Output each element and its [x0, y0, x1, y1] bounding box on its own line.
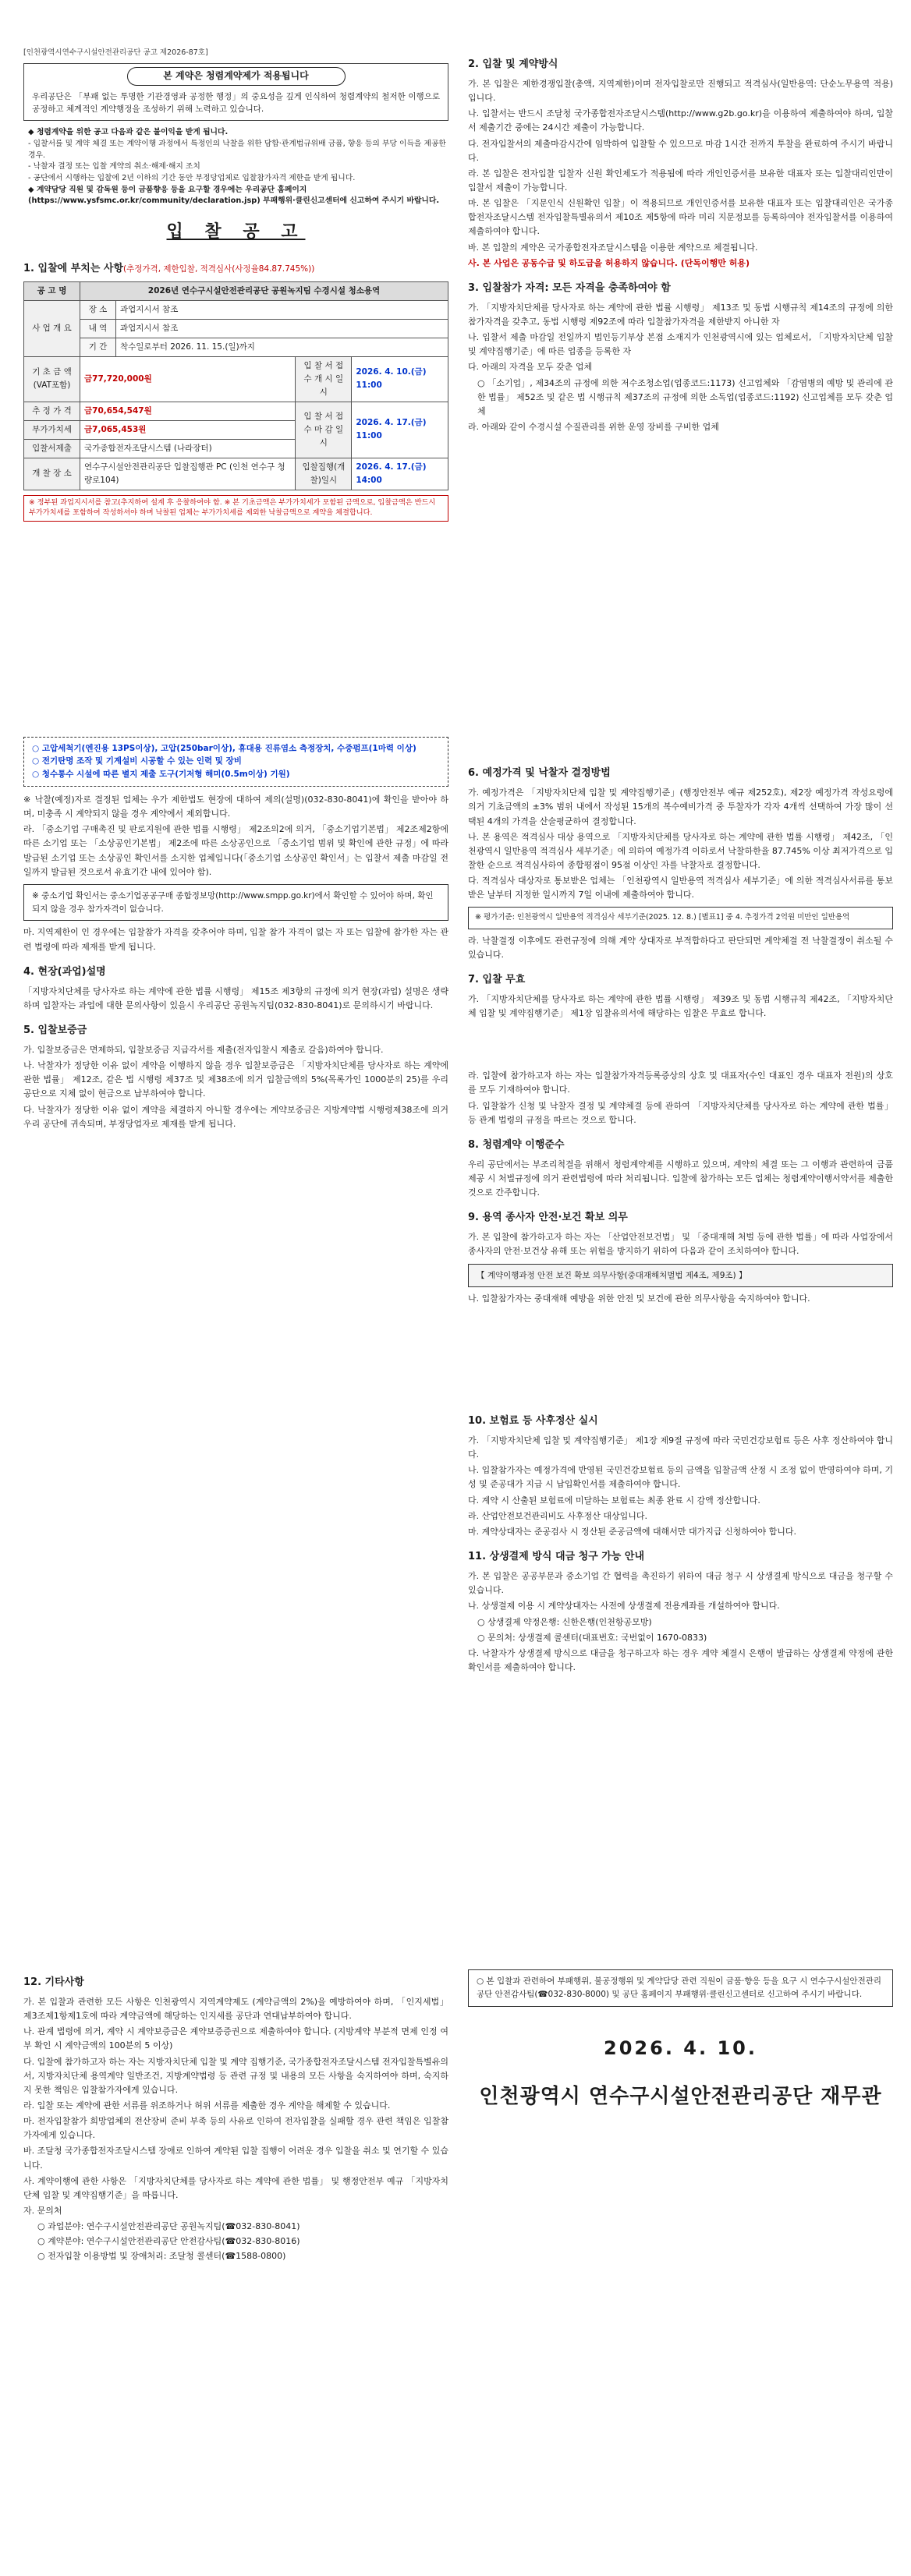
section-8-title: 8. 청렴계약 이행준수 — [468, 1138, 565, 1151]
contact-item: ○ 전자입찰 이용방법 및 장애처리: 조달청 콜센터(☎1588-0800) — [37, 2250, 286, 2261]
table-label: 기 초 금 액 (VAT포함) — [24, 356, 80, 402]
section-9-title: 9. 용역 종사자 안전·보건 확보 의무 — [468, 1212, 628, 1224]
contact-item: ○ 계약분야: 연수구시설안전관리공단 안전감사팀(☎032-830-8016) — [37, 2235, 300, 2246]
table-value: 2026년 연수구시설안전관리공단 공원녹지팀 수경시설 청소용역 — [80, 281, 448, 300]
paragraph: 다. 낙찰자가 정당한 이유 없이 계약을 체결하지 아니할 경우에는 계약보증금은 지방계약법 시행령제38조에 의거 우리 공단에 귀속되며, 부정당업자로 제재를 받게 됩니다. — [23, 1104, 448, 1129]
table-value: 착수일로부터 2026. 11. 15.(일)까지 — [116, 338, 448, 356]
paragraph: 가. 본 입찰과 관련한 모든 사항은 인천광역시 지역계약제도 (계약금액의 2%)을 예방하여야 하며, 「인지세법」 제3조제1항제1호에 따라 계약금액에 해당하는 인지세를 공단과 연대납부하여야 합니다. — [23, 1997, 448, 2022]
table-notes: ※ 정부된 과업지시서를 참고(추지하여 설계 후 응찰하여야 함. ※ 본 기초금액은 부가가치세가 포함된 금액으로, 입찰금액은 반드시 부가가치세를 포함하여 작성하셔야 하며 낙찰된 업체는 부가가치세를 제외한 낙찰금액으로 계약을 체결합니다. — [23, 495, 448, 522]
paragraph: 라. 낙찰결정 이후에도 관련규정에 의해 계약 상대자로 부적합하다고 판단되면 계약체결 전 낙찰결정이 취소될 수 있습니다. — [468, 935, 893, 960]
table-value: 2026. 4. 10.(금) 11:00 — [352, 356, 448, 402]
equipment-line: ○ 청수통수 시설에 따른 별지 제출 도구(기저형 해미(0.5m이상) 기원) — [32, 770, 290, 780]
paragraph: ○ 「소기업」, 제34조의 규정에 의한 저수조청소업(업종코드:1173) 신고업체와 「감염병의 예방 및 관리에 관한 법률」 제52조 및 같은 법 시행규칙 제37조의 규정에 의한 소독업(업종코드:1192) 신고업체를 모두 갖춘 업체 — [477, 377, 893, 416]
table-label: 부가가치세 — [24, 420, 80, 439]
section-11-title: 11. 상생결제 방식 대금 청구 가능 안내 — [468, 1551, 644, 1563]
paragraph: 나. 낙찰자가 정당한 이유 없이 계약을 이행하지 않을 경우 입찰보증금은 「지방자치단체를 당사자로 하는 계약에 관한 법률」 제12조, 같은 법 시행령 제37조 및 제38조에 의거 입찰금액의 5%(목록가인 1000분의 25)를 우리공단으로 지체 없이 현금으로 납부하여야 합니다. — [23, 1060, 448, 1099]
integrity-notice-box — [23, 63, 448, 121]
page-2 — [468, 47, 893, 1396]
paragraph: 라. 입찰 또는 계약에 관한 서류를 위조하거나 허위 서류를 제출한 경우 계약을 해제할 수 있습니다. — [23, 2100, 391, 2111]
issuer-name: 인천광역시 연수구시설안전관리공단 재무관 — [479, 2085, 882, 2109]
page-6 — [468, 1965, 893, 2245]
spacer — [468, 436, 893, 755]
paragraph: 라. 아래와 같이 수경시설 수질관리를 위한 운영 장비를 구비한 업체 — [468, 422, 719, 433]
issue-date: 2026. 4. 10. — [604, 2036, 757, 2059]
paragraph: 나. 입찰서 제출 마감일 전일까지 법인등기부상 본점 소재지가 인천광역시에 있는 업체로서, 「지방자치단체 입찰 및 계약집행기준」에 따른 업종을 등록한 자 — [468, 332, 893, 357]
paragraph: 가. 「지방자치단체를 당사자로 하는 계약에 관한 법률 시행령」 제13조 및 동법 시행규칙 제14조의 규정에 의한 참가자격을 갖추고, 동법 시행령 제92조에 따라 입찰참가자격을 제한받지 아니한 자 — [468, 302, 893, 327]
paragraph: 마. 전자입찰참가 희망업체의 전산장비 준비 부족 등의 사유로 인하여 전자입찰을 실패할 경우 관련 책임은 입찰참가자에게 있습니다. — [23, 2116, 448, 2141]
section-7-title: 7. 입찰 무효 — [468, 973, 526, 985]
evaluation-criteria-box: ※ 평가기준: 인천광역시 일반용역 적격심사 세부기준(2025. 12. 8.) [별표1] 중 4. 추정가격 2억원 미만인 일반용역 — [468, 907, 893, 929]
paragraph: 「지방자치단체를 당사자로 하는 계약에 관한 법률 시행령」 제15조 제3항의 규정에 의거 현장(과업) 설명은 생략하며 입찰자는 과업에 대한 문의사항이 있을시 우리공단 공원녹지팀(032-830-8041)로 문의하시기 바랍니다. — [23, 985, 448, 1010]
section-3-title: 3. 입찰참가 자격: 모든 자격을 충족하여야 함 — [468, 281, 671, 294]
paragraph: 바. 본 입찰의 계약은 국가종합전자조달시스템을 이용한 계약으로 체결됩니다. — [468, 242, 758, 253]
paragraph: 가. 「지방자치단체를 당사자로 하는 계약에 관한 법률 시행령」 제39조 및 동법 시행규칙 제42조, 「지방자치단체 입찰 및 계약집행기준」 제1장 입찰유의서에 해당하는 입찰은 무효로 합니다. — [468, 993, 893, 1019]
table-sublabel: 내 역 — [80, 319, 116, 338]
note-line: - 공단에서 시행하는 입찰에 2년 이하의 기간 동안 부정당업체로 입찰참가자격 제한을 받게 됩니다. — [28, 174, 356, 183]
table-value: 금7,065,453원 — [80, 420, 296, 439]
paragraph: 나. 입찰참가자는 중대재해 예방을 위한 안전 및 보건에 관한 의무사항을 숙지하여야 합니다. — [468, 1293, 810, 1304]
table-label: 입찰집행(개찰)일시 — [296, 458, 352, 490]
paragraph: 우리 공단에서는 부조리척결을 위해서 청렴계약제를 시행하고 있으며, 계약의 체결 또는 그 이행과 관련하여 금품 제공 시 처벌규정에 의거 관련법령에 따라 처리됩니다. 입찰에 참가하는 모든 업체는 청렴계약이행서약서를 제출한 것으로 간주합니다. — [468, 1159, 893, 1198]
paragraph: 가. 예정가격은 「지방자치단체 입찰 및 계약집행기준」(행정안전부 예규 제252호), 제2장 예정가격 작성요령에 의거 기초금액의 ±3% 범위 내에서 작성된 15개의 복수예비가격 중 투찰자가 각자 4개씩 선택하여 가장 많이 선택된 4개의 가격을 산술평균하여 결정합니다. — [468, 787, 893, 826]
paragraph: 나. 본 용역은 적격심사 대상 용역으로 「지방자치단체를 당사자로 하는 계약에 관한 법률 시행령」 제42조, 「인천광역시 일반용역 적격심사 세부기준」에 의하여 예정가격 이하로서 낙찰하한율 87.745% 이상 최저가격으로 입찰한 순으로 적격심사하여 종합평점이 95점 이상인 자를 낙찰자로 결정합니다. — [468, 831, 893, 870]
paragraph: 마. 계약상대자는 준공검사 시 정산된 준공금액에 대해서만 대가지급 신청하여야 합니다. — [468, 1526, 796, 1537]
paragraph: 라. 산업안전보건관리비도 사후정산 대상입니다. — [468, 1510, 648, 1521]
table-value: 금77,720,000원 — [80, 356, 296, 402]
section-2-title: 2. 입찰 및 계약방식 — [468, 58, 558, 70]
paragraph: 가. 「지방자치단체 입찰 및 계약집행기준」 제1장 제9절 규정에 따라 국민건강보험료 등은 사후 정산하여야 합니다. — [468, 1435, 893, 1460]
table-label: 입찰서제출 — [24, 439, 80, 458]
paragraph: 나. 입찰서는 반드시 조달청 국가종합전자조달시스템(http://www.g2b.go.kr)을 이용하여 제출하여야 하며, 입찰서 제출기간 중에는 24시간 제출이 가능합니다. — [468, 108, 893, 133]
page-1 — [23, 47, 448, 1396]
section-10-title: 10. 보험료 등 사후정산 실시 — [468, 1415, 598, 1427]
page-3 — [468, 1403, 893, 1949]
doc-number: [인천광역시연수구시설안전관리공단 공고 제2026-87호] — [23, 48, 208, 57]
note-line: - 입찰서를 및 계약 체결 또는 계약이행 과정에서 특정인의 낙찰을 위한 담합·관계법규위배 금품, 향응 등의 부당 이득을 제공한 경우. — [28, 140, 446, 160]
table-label: 공 고 명 — [24, 281, 80, 300]
table-value: 과업지시서 참조 — [116, 319, 448, 338]
table-value: 연수구시설안전관리공단 입찰집행관 PC (인천 연수구 청량로104) — [80, 458, 296, 490]
paragraph: 라. 입찰에 참가하고자 하는 자는 입찰참가자격등록증상의 상호 및 대표자(수인 대표인 경우 대표자 전원)의 상호를 모두 기재하여야 합니다. — [468, 1070, 893, 1095]
paragraph: 사. 계약이행에 관한 사항은 「지방자치단체를 당사자로 하는 계약에 관한 법률」 및 행정안전부 예규 「지방자치단체 입찰 및 계약집행기준」을 따릅니다. — [23, 2175, 448, 2200]
section-1-title: 1. 입찰에 부치는 사항(추정가격, 제한입찰, 적격심사(사정율84.87.745%)) — [23, 262, 315, 274]
table-value: 2026. 4. 17.(금) 11:00 — [352, 402, 448, 458]
table-label: 입 찰 서 접 수 마 감 일 시 — [296, 402, 352, 458]
paragraph: 다. 계약 시 산출된 보험료에 미달하는 보험료는 최종 완료 시 감액 정산합니다. — [468, 1495, 760, 1506]
paragraph: 가. 본 입찰은 제한경쟁입찰(총액, 지역제한)이며 전자입찰로만 진행되고 적격심사(일반용역: 단순노무용역 적용)입니다. — [468, 79, 893, 104]
integrity-notice-body: 우리공단은 「부패 없는 투명한 기관경영과 공정한 행정」의 중요성을 깊게 인식하여 청렴계약의 철저한 이행으로 공정하고 체계적인 계약행정을 조성하기 위해 노력하고 있습니다. — [32, 91, 440, 115]
paragraph: 다. 낙찰자가 상생결제 방식으로 대금을 청구하고자 하는 경우 계약 체결시 은행이 발급하는 상생결제 약정에 관한 확인서를 제출하여야 합니다. — [468, 1647, 893, 1672]
integrity-notes — [23, 127, 448, 207]
paragraph: 다. 입찰참가 신청 및 낙찰자 결정 및 계약체결 등에 관하여 「지방자치단체를 당사자로 하는 계약에 관한 법률」 등 관계 법령의 규정을 따르는 것으로 합니다. — [468, 1100, 893, 1125]
paragraph: ※ 낙찰(예정)자로 결정된 업체는 우가 제한법도 현장에 대하여 제의(설명)(032-830-8041)에 확인을 받아야 하며, 미충족 시 계약되지 않을 경우 계약에서 제외합니다. — [23, 794, 448, 819]
sme-box: ※ 중소기업 확인서는 중소기업공공구매 종합정보망(http://www.smpp.go.kr)에서 확인할 수 있어야 하며, 확인되지 않을 경우 참가자격이 없습니다. — [23, 884, 448, 922]
section-5-title: 5. 입찰보증금 — [23, 1024, 87, 1037]
section-6-title: 6. 예정가격 및 낙찰자 결정방법 — [468, 767, 611, 780]
safety-duty-box: 【 계약이행과정 안전 보건 확보 의무사항(중대재해처벌법 제4조, 제9조) 】 — [468, 1264, 893, 1288]
table-label: 입 찰 서 접 수 개 시 일 시 — [296, 356, 352, 402]
paragraph: 다. 적격심사 대상자로 통보받은 업체는 「인천광역시 일반용역 적격심사 세부기준」에 의한 적격심사서류를 통보받은 날부터 지정한 일시까지 7일 이내에 제출하여야 합니다. — [468, 876, 893, 901]
paragraph: 다. 입찰에 참가하고자 하는 자는 지방자치단체 입찰 및 계약 집행기준, 국가종합전자조달시스템 전자입찰특별유의서, 지방자치단체 용역계약 일반조건, 지방계약법령 등 관련 규정 및 내용의 모든 사항을 숙지하여야 하며, 숙지하지 못한 책임은 입찰참가자에게 있습니다. — [23, 2056, 448, 2095]
paragraph: 다. 전자입찰서의 제출마감시간에 임박하여 입찰할 수 있으므로 마감 1시간 전까지 투찰을 완료하여 주시기 바랍니다. — [468, 138, 893, 163]
paragraph: 가. 입찰보증금은 면제하되, 입찰보증금 지급각서를 제출(전자입찰시 제출로 갈음)하여야 합니다. — [23, 1045, 384, 1056]
spacer — [23, 528, 448, 731]
paragraph: 라. 「중소기업 구매촉진 및 판로지원에 관한 법률 시행령」 제2조의2에 의거, 「중소기업기본법」 제2조제2항에 따른 소기업 또는 「소상공인기본법」 제2조에 따른 소상공인으로 「중소기업 범위 및 확인에 관한 규정」에 따라 발급된 소기업 또는 소상공인 확인서를 소지한 업체입니다(「중소기업 소상공인 확인서」는 입찰서 제출 마감일 전일까지 발급된 것으로서 유효기간 내에 있어야 함). — [23, 824, 448, 877]
spacer — [468, 1022, 893, 1069]
page-5 — [23, 1965, 448, 2557]
paragraph: 사. 본 사업은 공동수급 및 하도급을 허용하지 않습니다. (단독이행만 허용) — [468, 257, 750, 268]
paragraph: 마. 지역제한이 인 경우에는 입찰참가 자격을 갖추어야 하며, 입찰 참가 자격이 없는 자 또는 입찰에 참가한 자는 관련 법령에 따라 제재를 받게 됩니다. — [23, 927, 448, 952]
table-label: 개 찰 장 소 — [24, 458, 80, 490]
note-line: ◆ 계약담당 직원 및 감독원 등이 금품향응 등을 요구할 경우에는 우리공단 홈페이지 (https://www.ysfsmc.or.kr/community/declaration.jsp) 부패행위·클린신고센터에 신고하여 주시기 바랍니다. — [28, 185, 440, 206]
paragraph: 다. 아래의 자격을 모두 갖춘 업체 — [468, 362, 593, 373]
table-label: 사 업 개 요 — [24, 300, 80, 356]
table-value: 국가종합전자조달시스템 (나라장터) — [80, 439, 296, 458]
paragraph: 가. 본 입찰에 참가하고자 하는 자는 「산업안전보건법」 및 「중대재해 처벌 등에 관한 법률」에 따라 사업장에서 종사자의 안전·보건상 유해 또는 위험을 방지하기 위하여 다음과 같이 조치하여야 합니다. — [468, 1232, 893, 1257]
section-12-title: 12. 기타사항 — [23, 1976, 84, 1988]
equipment-line: ○ 전기탄명 조작 및 기계설비 시공할 수 있는 인력 및 장비 — [32, 756, 242, 766]
paragraph: 나. 입찰참가자는 예정가격에 반영된 국민건강보험료 등의 금액을 입찰금액 산정 시 조정 없이 반영하여야 하며, 기성 및 준공대가 지급 시 납입확인서를 제출하여야 합니다. — [468, 1465, 893, 1490]
equipment-line: ○ 고압세척기(엔진용 13PS이상), 고압(250bar이상), 휴대용 진류염소 측정장치, 수중펌프(1마력 이상) — [32, 743, 417, 753]
contact-item: ○ 과업분야: 연수구시설안전관리공단 공원녹지팀(☎032-830-8041) — [37, 2221, 300, 2232]
paragraph: 자. 문의처 — [23, 2206, 62, 2217]
paragraph: ○ 문의처: 상생결제 콜센터(대표번호: 국번없이 1670-0833) — [477, 1632, 707, 1643]
main-title: 입 찰 공 고 — [166, 222, 306, 242]
paragraph: 마. 본 입찰은 「지문인식 신원확인 입찰」이 적용되므로 개인인증서를 보유한 대표자 또는 입찰대리인은 국가종합전자조달시스템 전자입찰특별유의서 제10조 제5항에 따라 미리 지문정보를 등록하여야 전자입찰서를 이용하여 제출하여야 합니다. — [468, 198, 893, 237]
table-sublabel: 기 간 — [80, 338, 116, 356]
closing-block — [468, 2033, 893, 2114]
report-box: ○ 본 입찰과 관련하여 부패행위, 불공정행위 및 계약담당 관련 직원이 금품·향응 등을 요구 시 연수구시설안전관리공단 안전감사팀(☎032-830-8000) 및 공단 홈페이지 부패행위·클린신고센터로 신고하여 주시기 바랍니다. — [468, 1969, 893, 2007]
paragraph: 바. 조달청 국가종합전자조달시스템 장애로 인하여 계약된 입찰 집행이 어려운 경우 입찰을 취소 및 연기할 수 있습니다. — [23, 2146, 448, 2171]
paragraph: 라. 본 입찰은 전자입찰 입찰자 신원 확인제도가 적용됨에 따라 개인인증서를 보유한 대표자 또는 입찰대리인만이 입찰서 제출이 가능합니다. — [468, 168, 893, 193]
table-sublabel: 장 소 — [80, 300, 116, 319]
paragraph: 나. 관계 법령에 의거, 계약 시 계약보증금은 계약보증증권으로 제출하여야 합니다. (지방계약 부분적 면제 인정 여부 확인 시 계약금액의 100분의 5 이상) — [23, 2026, 448, 2051]
paragraph: 나. 상생결제 이용 시 계약상대자는 사전에 상생결제 전용계좌를 개설하여야 합니다. — [468, 1601, 780, 1612]
note-line: - 낙찰자 결정 또는 입찰 계약의 취소·해제·해지 조치 — [28, 162, 200, 172]
section-4-title: 4. 현장(과업)설명 — [23, 965, 106, 978]
paragraph: 가. 본 입찰은 공공부문과 중소기업 간 협력을 촉진하기 위하여 대금 청구 시 상생결제 방식으로 대금을 청구할 수 있습니다. — [468, 1571, 893, 1596]
table-value: 2026. 4. 17.(금) 14:00 — [352, 458, 448, 490]
note-line: ◆ 청렴계약을 위한 공고 다음과 같은 불이익을 받게 됩니다. — [28, 128, 229, 137]
contact-list — [23, 2220, 448, 2263]
table-label: 추 정 가 격 — [24, 402, 80, 420]
table-value: 금70,654,547원 — [80, 402, 296, 420]
table-value: 과업지시서 참조 — [116, 300, 448, 319]
integrity-notice-title: 본 계약은 청렴계약제가 적용됩니다 — [127, 67, 346, 85]
paragraph: ○ 상생결제 약정은행: 신한은행(인천항공모방) — [477, 1616, 652, 1627]
bid-info-table — [23, 281, 448, 490]
equipment-box — [23, 737, 448, 787]
